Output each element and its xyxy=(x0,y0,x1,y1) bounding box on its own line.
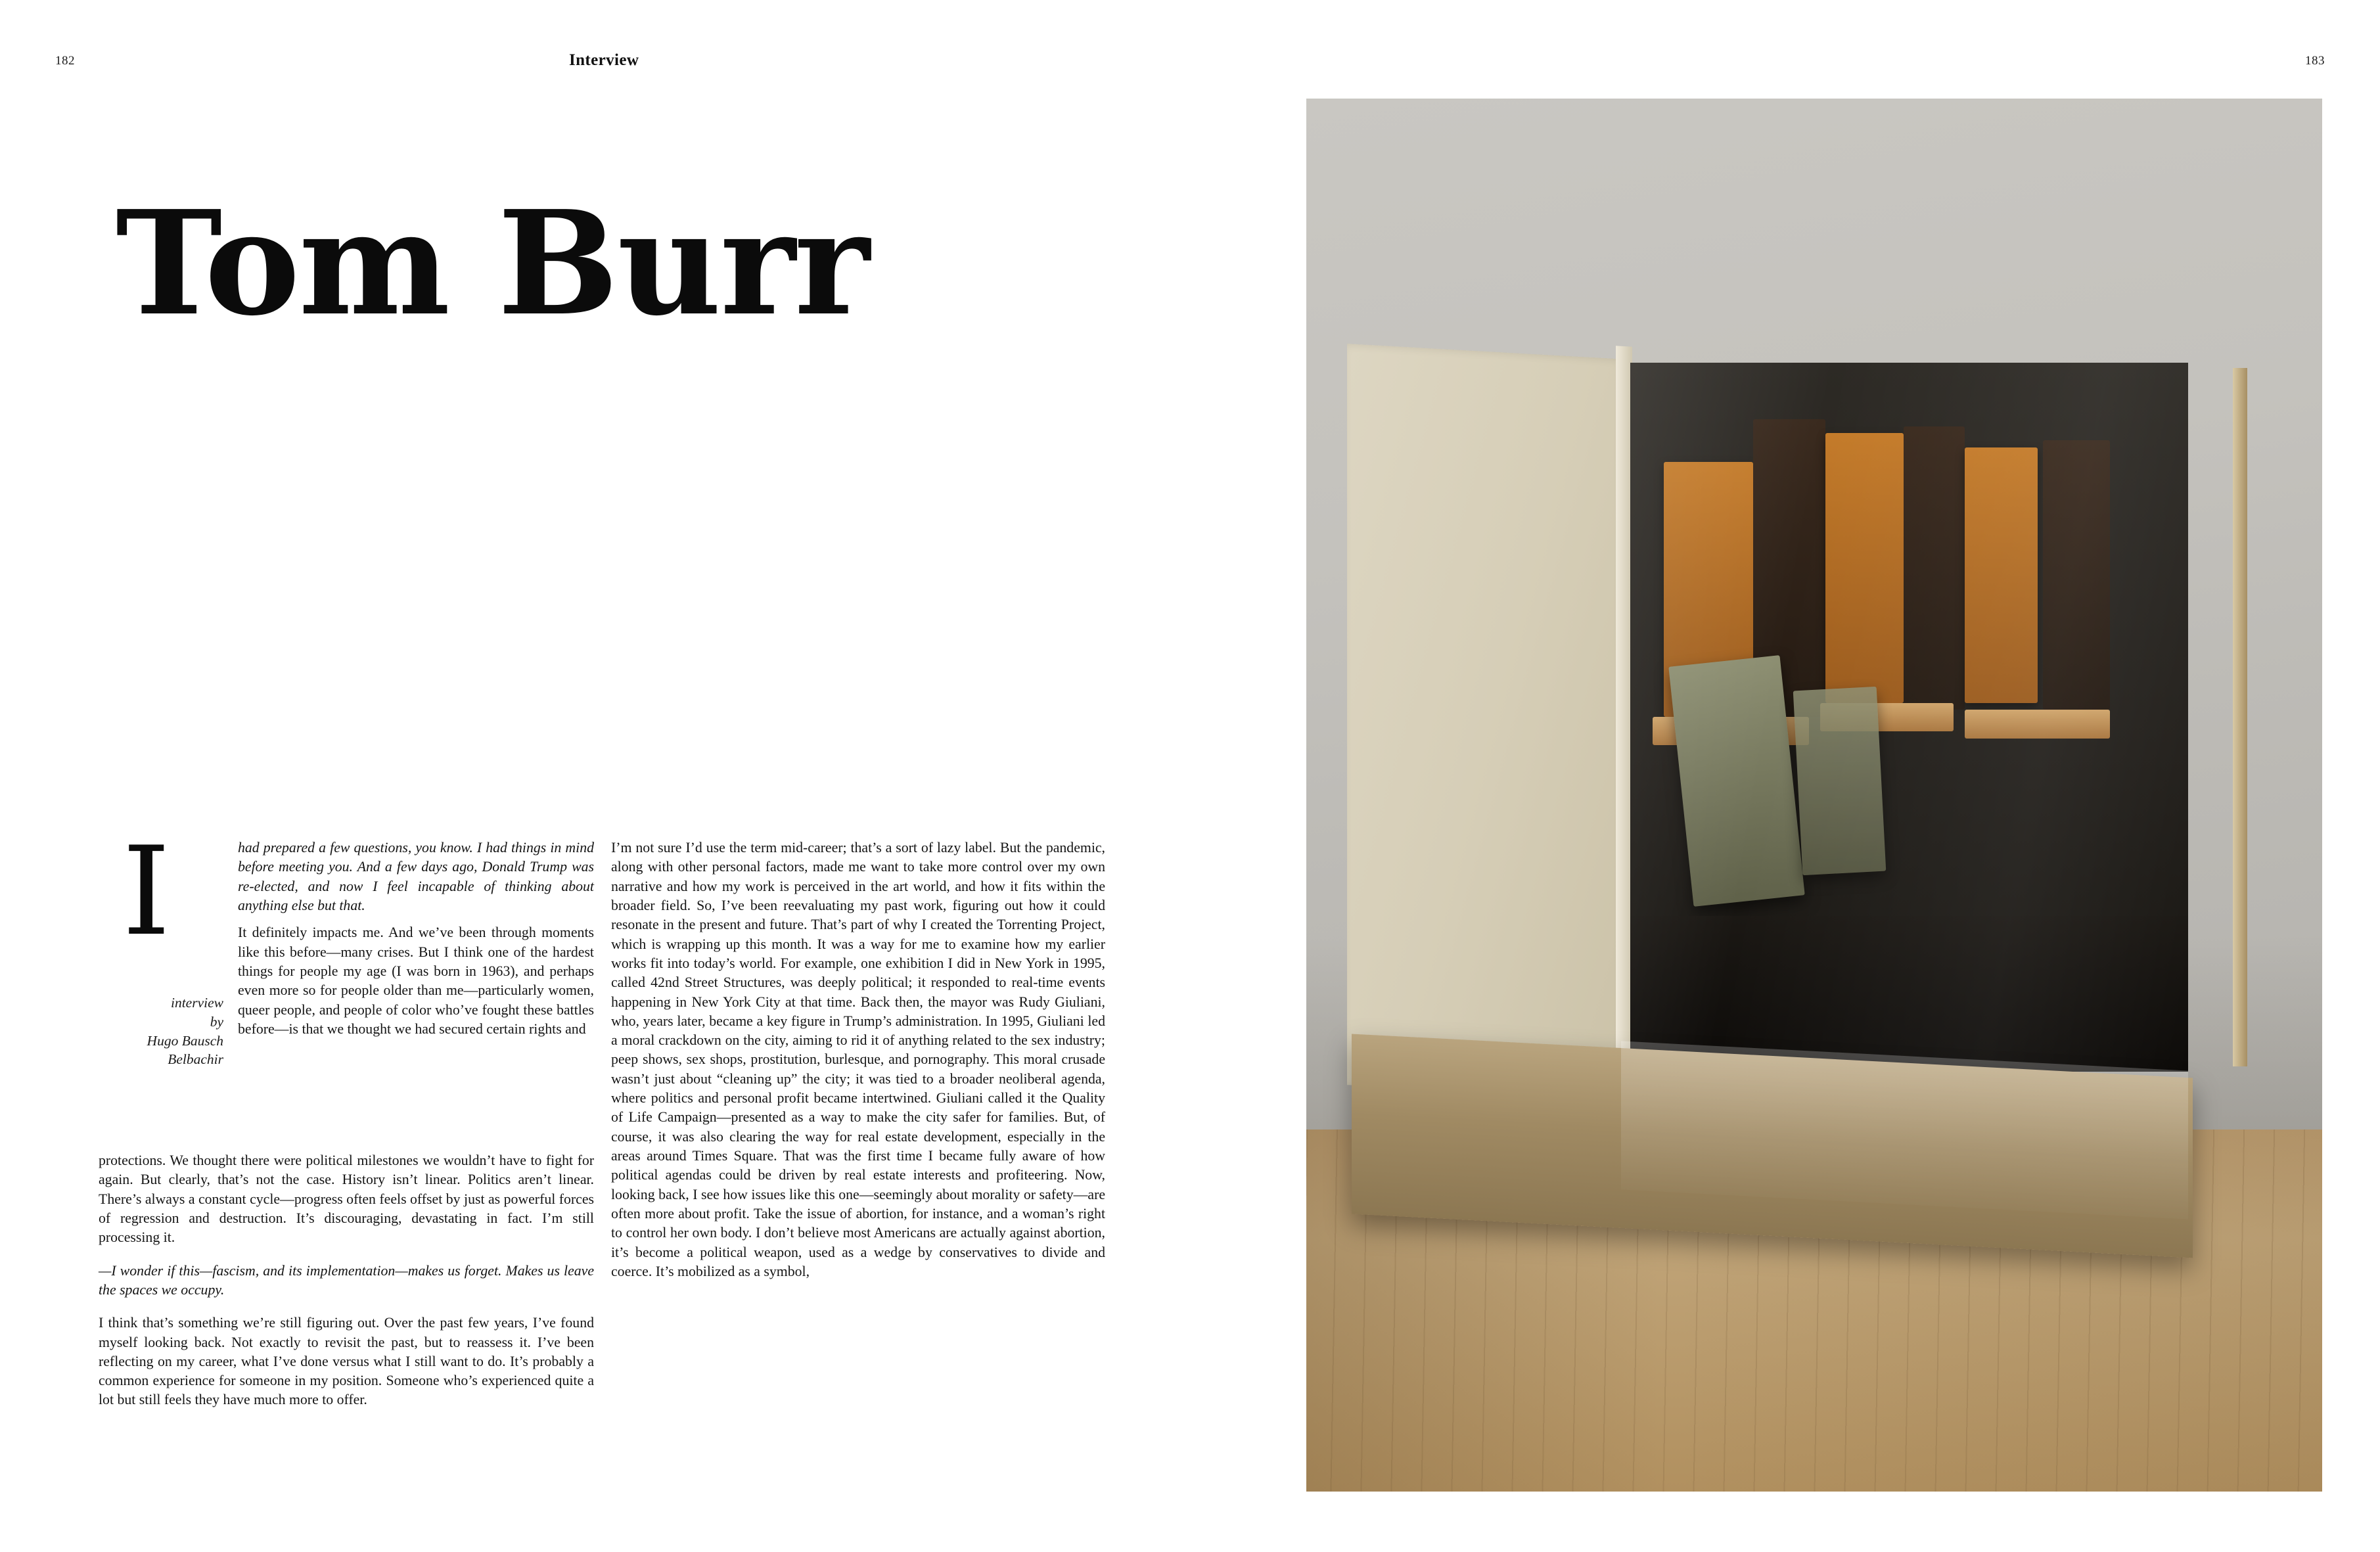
artwork-photograph xyxy=(1306,99,2322,1492)
folded-seat xyxy=(1793,687,1887,875)
credit-line-2: by xyxy=(210,1013,223,1030)
credit-line-1: interview xyxy=(170,995,223,1011)
photo-scene xyxy=(1306,99,2322,1492)
theatre-seat xyxy=(2043,440,2110,710)
folio-right: 183 xyxy=(2305,54,2325,68)
plywood-panel xyxy=(1347,344,1626,1101)
first-column-runon xyxy=(99,1151,594,1410)
sculpture xyxy=(1347,294,2261,1352)
corner-post xyxy=(2233,368,2247,1066)
answer-2: I think that’s something we’re still figuring out. Over the past few years, I’ve found myself looking back. Not exactly to revisit the past, but to reassess it. I’ve been reflecting on my career, what I’ve done versus what I still want to do. It’s probably a common experience for someone in my position. Someone who’s experienced quite a lot but still feels they have much more to offer. xyxy=(99,1315,594,1408)
interview-credit xyxy=(99,993,223,1069)
page-title: Tom Burr xyxy=(116,179,869,348)
right-column-paragraph: I’m not sure I’d use the term mid-career; that’s a sort of lazy label. But the pandemic, along with other personal factors, made me want to take more control over my own narrative and how my work is perceived in the art world, and how it fits within the broader field. So, I’ve been reevaluating my past work, figuring out how it could resonate in the present and future. That’s part of why I created the Torrenting Project, which is wrapping up this month. It was a way for me to examine how my earlier works fit into today’s world. For example, one exhibition I did in New York in 1995, called 42nd Street Structures, was deeply political; it responded to real-time events happening in New York City at that time. Back then, the mayor was Rudy Giuliani, who, years later, became a key figure in Trump’s administration. In 1995, Giuliani led a moral crackdown on the city, aiming to rid it of anything related to the sex industry; peep shows, sex shops, prostitution, burlesque, and pornography. This moral crusade wasn’t just about “cleaning up” the city; it was tied to a broader neoliberal agenda, where politics and personal profit became intertwined. Giuliani called it the Quality of Life Campaign—presented as a way to make the city safer for families. But, of course, it was also clearing the way for real estate development, especially in the areas around Times Square. That was the first time I became fully aware of how political agendas could be driven by real estate interests and profiteering. Now, looking back, I see how issues like this one—seemingly about morality or safety—are often more about profit. Take the issue of abortion, for instance, and a woman’s right to control her own body. I don’t believe most Americans are actually against abortion, it’s become a political weapon, used as a wedge by conservatives to divide and coerce. It’s mobilized as a symbol, xyxy=(611,840,1105,1279)
theatre-seat xyxy=(1825,433,1904,702)
theatre-seat xyxy=(1904,426,1965,710)
second-column xyxy=(611,838,1105,1281)
answer-1-continued: protections. We thought there were political milestones we wouldn’t have to fight for again. But clearly, that’s not the case. History isn’t linear. Politics aren’t linear. There’s always a constant cycle—progress often feels offset by just as powerful forces of regression and destruction. It’s discouraging, devastating in fact. I’m still processing it. xyxy=(99,1153,594,1246)
running-title: Interview xyxy=(569,51,639,69)
indented-opening xyxy=(238,838,594,1039)
plinth-reflection xyxy=(1621,1041,2188,1219)
answer-1-indented: It definitely impacts me. And we’ve been through moments like this before—many crises. But I think one of the hardest things for people my age (I was born in 1963), and perhaps even more so for people older than me—particularly women, queer people, and people of color who’ve fought these battles before—is that we thought we had secured certain rights and xyxy=(238,924,594,1037)
credit-line-4: Belbachir xyxy=(168,1051,223,1068)
credit-line-3: Hugo Bausch xyxy=(147,1032,223,1049)
seat-armrest xyxy=(1965,710,2110,738)
drop-cap: I xyxy=(122,820,171,963)
folio-left: 182 xyxy=(55,54,75,68)
question-intro: had prepared a few questions, you know. I had things in mind before meeting you. And a few days ago, Donald Trump was re-elected, and now I feel incapable of thinking about anything else but that. xyxy=(238,840,594,913)
mirrored-interior xyxy=(1630,363,2188,1072)
question-2: —I wonder if this—fascism, and its implementation—makes us forget. Makes us leave the spaces we occupy. xyxy=(99,1262,594,1298)
theatre-seat xyxy=(1965,447,2037,703)
panel-edge xyxy=(1616,346,1632,1109)
